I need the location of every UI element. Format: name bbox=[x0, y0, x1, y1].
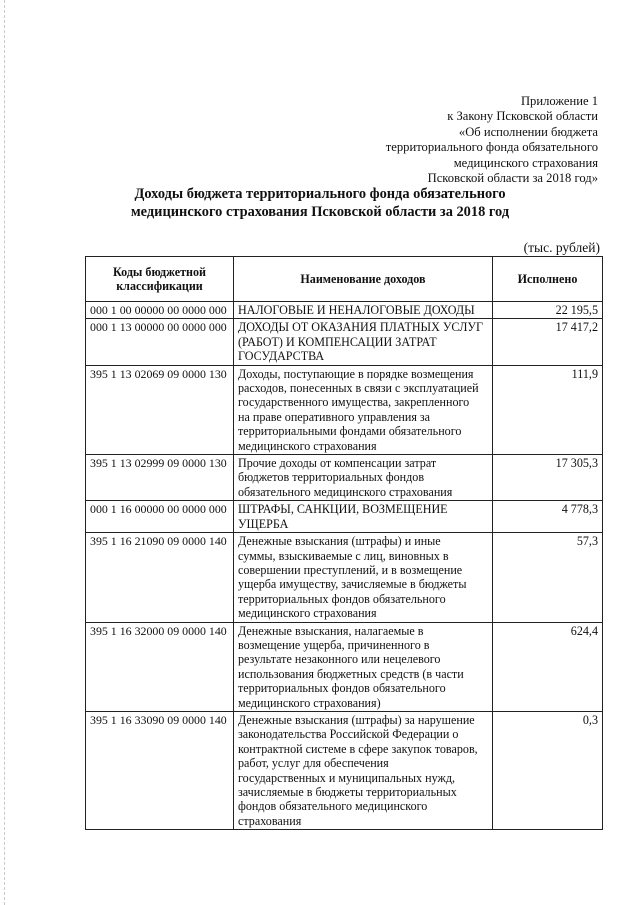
executed-amount: 57,3 bbox=[493, 533, 603, 622]
executed-amount: 4 778,3 bbox=[493, 501, 603, 533]
budget-code: 395 1 16 33090 09 0000 140 bbox=[86, 711, 234, 829]
income-name-line: Прочие доходы от компенсации затрат bbox=[238, 456, 437, 471]
income-name bbox=[234, 533, 493, 622]
table-row bbox=[86, 455, 603, 501]
table-row bbox=[86, 501, 603, 533]
income-name bbox=[234, 302, 493, 319]
budget-code: 395 1 13 02069 09 0000 130 bbox=[86, 365, 234, 454]
income-name-line: использования бюджетных средств (в части bbox=[238, 666, 464, 681]
appendix-line: «Об исполнении бюджета bbox=[458, 124, 598, 139]
budget-code: 395 1 16 21090 09 0000 140 bbox=[86, 533, 234, 622]
income-name-line: фондов обязательного медицинского bbox=[238, 799, 428, 814]
executed-amount: 17 417,2 bbox=[493, 319, 603, 365]
income-name-line: суммы, взыскиваемые с лиц, виновных в bbox=[238, 548, 449, 563]
appendix-line: Приложение 1 bbox=[520, 94, 598, 108]
income-name-line: обязательного медицинского страхования bbox=[238, 484, 453, 499]
income-name-line: медицинского страхования) bbox=[238, 695, 381, 710]
income-name-line: НАЛОГОВЫЕ И НЕНАЛОГОВЫЕ ДОХОДЫ bbox=[238, 303, 475, 317]
table-body bbox=[86, 302, 603, 830]
income-name-line: зачисляемые в бюджеты территориальных bbox=[238, 785, 457, 799]
income-name-line: Денежные взыскания (штрафы) и иные bbox=[238, 534, 441, 549]
executed-amount: 111,9 bbox=[493, 365, 603, 454]
income-name bbox=[234, 711, 493, 829]
income-name bbox=[234, 319, 493, 365]
table-row bbox=[86, 622, 603, 711]
income-name-line: бюджетов территориальных фондов bbox=[238, 470, 425, 485]
appendix-note bbox=[298, 94, 598, 186]
executed-amount: 0,3 bbox=[493, 711, 603, 829]
income-name-line: Денежные взыскания, налагаемые в bbox=[238, 623, 424, 638]
appendix-line: к Закону Псковской области bbox=[447, 109, 598, 124]
income-name-line: ущерба имуществу, зачисляемые в бюджеты bbox=[238, 577, 467, 592]
income-name-line: (РАБОТ) И КОМПЕНСАЦИИ ЗАТРАТ bbox=[238, 334, 437, 349]
income-name-line: совершении преступлений, и в возмещение bbox=[238, 562, 463, 577]
income-name-line: УЩЕРБА bbox=[238, 516, 289, 531]
title-line: медицинского страхования Псковской области за 2018 год bbox=[130, 204, 510, 220]
appendix-line: территориального фонда обязательного bbox=[385, 140, 598, 155]
income-name bbox=[234, 455, 493, 501]
budget-code: 000 1 00 00000 00 0000 000 bbox=[86, 302, 234, 319]
income-name-line: ДОХОДЫ ОТ ОКАЗАНИЯ ПЛАТНЫХ УСЛУГ bbox=[238, 320, 483, 335]
executed-amount: 624,4 bbox=[493, 622, 603, 711]
income-name-line: законодательства Российской Федерации о bbox=[238, 727, 459, 742]
table-header-row bbox=[86, 257, 603, 302]
document-title bbox=[0, 185, 640, 221]
income-name-line: расходов, понесенных в связи с эксплуатацией bbox=[238, 381, 479, 396]
budget-code: 000 1 16 00000 00 0000 000 bbox=[86, 501, 234, 533]
appendix-line: Псковской области за 2018 год» bbox=[427, 171, 598, 186]
income-name-line: Денежные взыскания (штрафы) за нарушение bbox=[238, 712, 475, 727]
income-name bbox=[234, 501, 493, 533]
income-name-line: ШТРАФЫ, САНКЦИИ, ВОЗМЕЩЕНИЕ bbox=[238, 502, 448, 517]
income-name-line: результате незаконного или нецелевого bbox=[238, 652, 441, 667]
table-row bbox=[86, 302, 603, 319]
header-name: Наименование доходов bbox=[234, 257, 493, 302]
income-name-line: территориальных фондов обязательного bbox=[238, 681, 446, 696]
income-name-line: государственного имущества, закрепленного bbox=[238, 395, 470, 410]
income-name-line: работ, услуг для обеспечения bbox=[238, 756, 389, 771]
income-name-line: ГОСУДАРСТВА bbox=[238, 349, 325, 364]
income-name-line: контрактной системе в сфере закупок товаров, bbox=[238, 741, 478, 756]
income-name bbox=[234, 365, 493, 454]
budget-code: 000 1 13 00000 00 0000 000 bbox=[86, 319, 234, 365]
income-name-line: медицинского страхования bbox=[238, 438, 377, 453]
table-row bbox=[86, 533, 603, 622]
executed-amount: 22 195,5 bbox=[493, 302, 603, 319]
income-name-line: территориальными фондами обязательного bbox=[238, 424, 462, 439]
page-edge bbox=[4, 0, 5, 905]
budget-code: 395 1 13 02999 09 0000 130 bbox=[86, 455, 234, 501]
budget-code: 395 1 16 32000 09 0000 140 bbox=[86, 622, 234, 711]
table-row bbox=[86, 711, 603, 829]
table-row bbox=[86, 319, 603, 365]
income-name-line: страхования bbox=[238, 813, 302, 828]
income-name-line: Доходы, поступающие в порядке возмещения bbox=[238, 366, 474, 381]
appendix-line: медицинского страхования bbox=[453, 155, 598, 170]
income-name-line: медицинского страхования bbox=[238, 606, 377, 621]
table-row bbox=[86, 365, 603, 454]
header-code: Коды бюджетной классификации bbox=[86, 257, 234, 302]
income-name-line: государственных и муниципальных нужд, bbox=[238, 770, 456, 785]
income-name-line: возмещение ущерба, причиненного в bbox=[238, 637, 430, 652]
units-note: (тыс. рублей) bbox=[523, 240, 600, 255]
income-name-line: территориальных фондов обязательного bbox=[238, 591, 446, 606]
executed-amount: 17 305,3 bbox=[493, 455, 603, 501]
income-name-line: на праве оперативного управления за bbox=[238, 409, 431, 424]
income-name bbox=[234, 622, 493, 711]
header-amount: Исполнено bbox=[493, 257, 603, 302]
title-line: Доходы бюджета территориального фонда обязательного bbox=[134, 186, 506, 202]
income-table bbox=[85, 256, 603, 830]
